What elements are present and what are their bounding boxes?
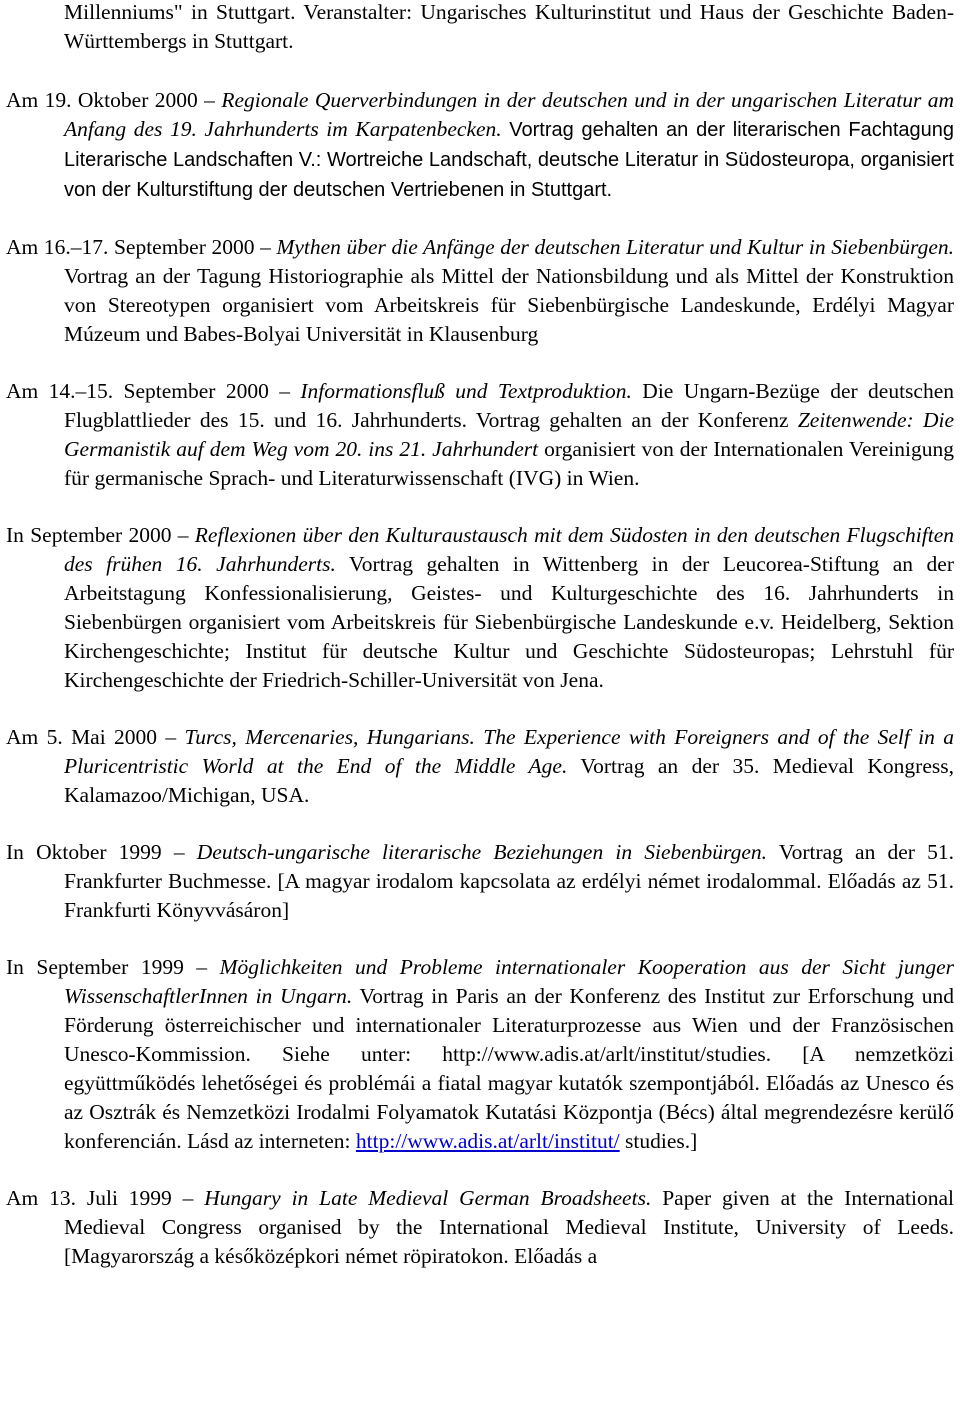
entry-description: Vortrag an der 51. Frankfurter Buchmesse. [A magyar irodalom kapcsolata az erdélyi német irodalommal. Előadás az 51. Frankfurti Könyvvásáron] — [64, 840, 954, 922]
lecture-entry — [6, 953, 954, 1156]
entry-title: Informationsfluß und Textproduktion. — [300, 379, 632, 403]
entry-title: Mythen über die Anfänge der deutschen Literatur und Kultur in Siebenbürgen. — [276, 235, 954, 259]
entry-title: Turcs, Mercenaries, Hungarians. The Experience with Foreigners and of the Self in a Pluricentristic World at the End of the Middle Age. — [64, 725, 954, 778]
lecture-entry — [6, 86, 954, 205]
entry-description: Vortrag gehalten an der literarischen Fachtagung Literarische Landschaften V.: Wortreiche Landschaft, deutsche Literatur in Südosteuropa, organisiert von der Kulturstiftung der deutschen Vertriebenen in Stuttgart. — [64, 119, 955, 201]
entry-date: In September 2000 – — [6, 523, 189, 547]
entry-date: In Oktober 1999 – — [6, 840, 185, 864]
lecture-entry — [6, 838, 954, 925]
entry-description: Vortrag an der 35. Medieval Kongress, Kalamazoo/Michigan, USA. — [64, 754, 954, 807]
institut-link[interactable]: http://www.adis.at/arlt/institut/ — [355, 1129, 620, 1153]
entry-description: Die Ungarn-Bezüge der deutschen Flugblattlieder des 15. und 16. Jahrhunderts. Vortrag gehalten an der Konferenz — [64, 379, 955, 432]
entry-description: Vortrag in Paris an der Konferenz des Institut zur Erforschung und Förderung österreichischer und internationaler Literaturprozesse aus Wien und der Französischen Unesco-Kommission. Siehe unter: http://www.adis.at/arlt/institut/studies. [A nemzetközi együttműködés lehetőségei és problémái a fiatal magyar kutatók szempontjából. Előadás az Unesco és az Osztrák és Nemzetközi Irodalmi Folyamatok Kutatási Központja (Bécs) által megrendezésre kerülő konferencián. Lásd az interneten: — [64, 984, 954, 1153]
entry-date: In September 1999 – — [6, 955, 208, 979]
lecture-entry — [6, 377, 954, 493]
entry-description: Paper given at the International Medieval Congress organised by the International Medieval Institute, University of Leeds. [Magyarország a későközépkori német röpiratokon. Előadás a — [64, 1186, 955, 1268]
entry-description: organisiert von der Internationalen Vereinigung für germanische Sprach- und Literaturwissenschaft (IVG) in Wien. — [64, 437, 955, 490]
entry-date: Am 13. Juli 1999 – — [6, 1186, 194, 1210]
conference-title: Zeitenwende: Die Germanistik auf dem Weg vom 20. ins 21. Jahrhundert — [64, 408, 954, 461]
entry-title: Deutsch-ungarische literarische Beziehungen in Siebenbürgen. — [196, 840, 768, 864]
entry-title: Regionale Querverbindungen in der deutschen und in der ungarischen Literatur am Anfang des 19. Jahrhunderts im Karpatenbecken. — [64, 88, 955, 141]
lecture-entry — [6, 521, 954, 695]
entry-text: Millenniums" in Stuttgart. Veranstalter: Ungarisches Kulturinstitut und Haus der Geschichte Baden-Württembergs in Stuttgart. — [64, 0, 954, 53]
entry-description: studies.] — [625, 1129, 698, 1153]
lecture-entry — [6, 1184, 954, 1271]
lecture-entry — [6, 233, 954, 349]
entry-date: Am 14.–15. September 2000 – — [6, 379, 290, 403]
entry-title: Reflexionen über den Kulturaustausch mit dem Südosten in den deutschen Flugschiften des frühen 16. Jahrhunderts. — [64, 523, 954, 576]
entry-date: Am 16.–17. September 2000 – — [6, 235, 271, 259]
entry-continuation — [6, 0, 954, 56]
entry-title: Möglichkeiten und Probleme internationaler Kooperation aus der Sicht junger WissenschaftlerInnen in Ungarn. — [64, 955, 955, 1008]
entry-description: Vortrag gehalten in Wittenberg in der Leucorea-Stiftung an der Arbeitstagung Konfessionalisierung, Geistes- und Kulturgeschichte des 16. Jahrhunderts in Siebenbürgen organisiert vom Arbeitskreis für Siebenbürgische Landeskunde e.v. Heidelberg, Sektion Kirchengeschichte; Institut für deutsche Kultur und Geschichte Südosteuropas; Lehrstuhl für Kirchengeschichte der Friedrich-Schiller-Universität von Jena. — [64, 552, 954, 692]
entry-title: Hungary in Late Medieval German Broadsheets. — [204, 1186, 652, 1210]
entry-date: Am 19. Oktober 2000 – — [6, 88, 215, 112]
entry-date: Am 5. Mai 2000 – — [6, 725, 177, 749]
lecture-entry — [6, 723, 954, 810]
entry-description: Vortrag an der Tagung Historiographie als Mittel der Nationsbildung und als Mittel der Konstruktion von Stereotypen organisiert vom Arbeitskreis für Siebenbürgische Landeskunde, Erdélyi Magyar Múzeum und Babes-Bolyai Universität in Klausenburg — [64, 264, 954, 346]
